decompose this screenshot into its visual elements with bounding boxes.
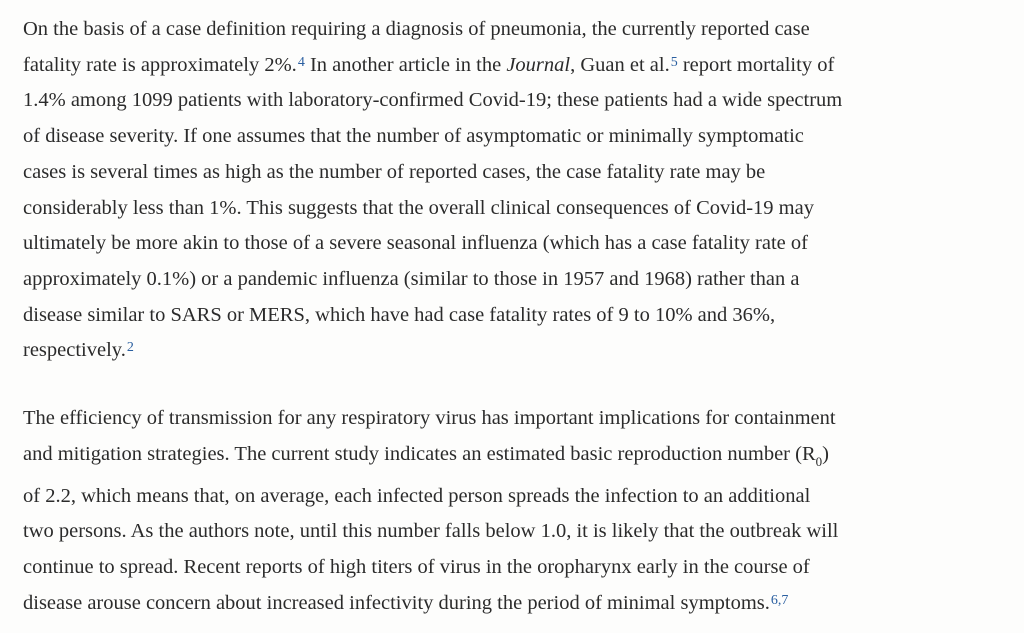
body-text: disease arouse concern about increased infectivity during the period of minimal symptoms. — [23, 591, 770, 614]
body-text: 1.4% among 1099 patients with laboratory-confirmed Covid-19; these patients had a wide spectrum — [23, 89, 843, 112]
body-text: and mitigation strategies. The current study indicates an estimated basic reproduction number (R — [23, 442, 816, 465]
body-text: continue to spread. Recent reports of high titers of virus in the oropharynx early in the course of — [23, 555, 810, 578]
body-text: report mortality of — [677, 53, 835, 76]
body-text: ) — [822, 442, 829, 465]
text-line — [23, 12, 842, 48]
text-line — [23, 586, 838, 622]
text-line — [23, 550, 838, 586]
reference-link[interactable]: 6,7 — [770, 592, 789, 608]
text-line — [23, 298, 842, 334]
journal-name-text: Journal — [506, 53, 571, 76]
text-line — [23, 226, 842, 262]
reference-link[interactable]: 4 — [297, 54, 305, 70]
article-paragraph — [23, 401, 838, 621]
body-text: disease similar to SARS or MERS, which have had case fatality rates of 9 to 10% and 36%, — [23, 303, 776, 326]
article-paragraph — [23, 12, 842, 369]
body-text: fatality rate is approximately 2%. — [23, 53, 297, 76]
text-line — [23, 437, 838, 479]
body-text: The efficiency of transmission for any respiratory virus has important implications for containment — [23, 407, 836, 429]
subscript-text: 0 — [815, 453, 823, 469]
body-text: cases is several times as high as the number of reported cases, the case fatality rate may be — [23, 160, 766, 183]
body-text: respectively. — [23, 339, 126, 362]
text-line — [23, 48, 842, 84]
text-line — [23, 262, 842, 298]
reference-link[interactable]: 2 — [126, 340, 134, 356]
body-text: On the basis of a case definition requiring a diagnosis of pneumonia, the currently reported case — [23, 18, 810, 40]
text-line — [23, 479, 838, 515]
text-line — [23, 83, 842, 119]
text-line — [23, 333, 842, 369]
text-line — [23, 191, 842, 227]
text-line — [23, 155, 842, 191]
body-text: of disease severity. If one assumes that the number of asymptomatic or minimally symptomatic — [23, 125, 804, 148]
body-text: considerably less than 1%. This suggests that the overall clinical consequences of Covid-19 may — [23, 196, 814, 219]
reference-link[interactable]: 5 — [670, 54, 678, 70]
body-text: approximately 0.1%) or a pandemic influenza (similar to those in 1957 and 1968) rather than a — [23, 267, 800, 290]
body-text: of 2.2, which means that, on average, each infected person spreads the infection to an additional — [23, 484, 811, 507]
body-text: , Guan et al. — [570, 53, 670, 76]
body-text: ultimately be more akin to those of a severe seasonal influenza (which has a case fatality rate of — [23, 232, 808, 255]
body-text: two persons. As the authors note, until this number falls below 1.0, it is likely that the outbreak will — [23, 520, 839, 543]
text-line — [23, 401, 838, 437]
text-line — [23, 514, 838, 550]
text-line — [23, 119, 842, 155]
body-text: In another article in the — [304, 53, 507, 76]
